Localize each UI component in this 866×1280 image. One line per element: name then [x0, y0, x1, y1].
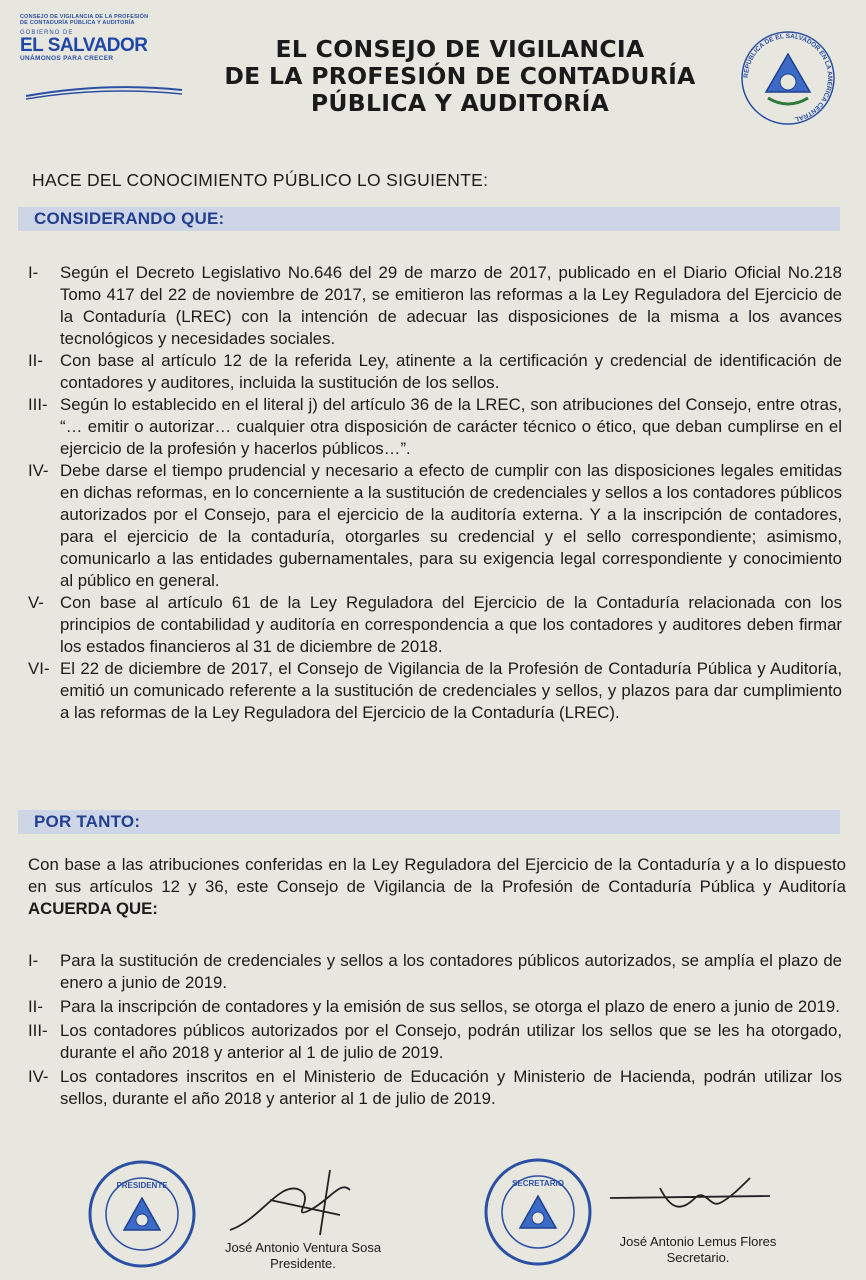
list-item — [28, 460, 842, 592]
item-number: II- — [28, 351, 43, 370]
secretary-seal-icon — [482, 1156, 594, 1268]
item-text: Los contadores públicos autorizados por el Consejo, podrán utilizar los sellos que se les ha otorgado, durante el año 2018 y anterior al 1 de julio de 2019. — [60, 1021, 842, 1062]
national-seal-icon — [738, 28, 838, 128]
title-line-1: EL CONSEJO DE VIGILANCIA — [275, 35, 645, 63]
item-number: I- — [28, 951, 39, 970]
list-item — [28, 394, 842, 460]
item-number: II- — [28, 997, 43, 1016]
list-item — [28, 996, 842, 1018]
list-item — [28, 262, 842, 350]
intro-text: HACE DEL CONOCIMIENTO PÚBLICO LO SIGUIENTE: — [32, 170, 489, 190]
paragraph-text: Con base a las atribuciones conferidas en la Ley Reguladora del Ejercicio de la Contaduría y a lo dispuesto en sus artículos 12 y 36, este Consejo de Vigilancia de la Profesión de Contaduría Pública y Auditoría — [28, 855, 846, 896]
logo-slogan: UNÁMONOS PARA CRECER — [20, 55, 114, 62]
item-number: IV- — [28, 461, 49, 480]
logo-line1: CONSEJO DE VIGILANCIA DE LA PROFESIÓN — [20, 14, 149, 20]
list-item — [28, 950, 842, 994]
item-text: Con base al artículo 61 de la Ley Reguladora del Ejercicio de la Contaduría relacionada con los principios de contabilidad y auditoría en correspondencia a que los contadores y auditores deben firmar los estados financieros al 31 de diciembre de 2018. — [60, 593, 842, 656]
secretary-signature-block — [582, 1234, 814, 1266]
title-line-2: DE LA PROFESIÓN DE CONTADURÍA — [224, 62, 696, 90]
item-text: Debe darse el tiempo prudencial y necesario a efecto de cumplir con las disposiciones legales emitidas en dichas reformas, en lo concerniente a la sustitución de credenciales y sellos a los contadores públicos autorizados por el Consejo, para el ejercicio de la auditoría externa. Y a la inscripción de contadores, para el ejercicio de la contaduría, otorgarles su credencial y el sello correspondiente; asimismo, comunicarlo a las entidades gubernamentales, para su exigencia legal correspondiente y conocimiento al público en general. — [60, 461, 842, 590]
president-signature-block — [200, 1240, 406, 1272]
item-number: I- — [28, 263, 39, 282]
item-text: Con base al artículo 12 de la referida Ley, atinente a la certificación y credencial de identificación de contadores y auditores, incluida la sustitución de los sellos. — [60, 351, 842, 392]
item-number: III- — [28, 1021, 48, 1040]
seal-text: REPÚBLICA DE EL SALVADOR EN LA AMÉRICA CENTRAL — [742, 32, 834, 123]
list-item — [28, 658, 842, 724]
consejo-logo — [20, 14, 200, 104]
section-band-considerando — [18, 207, 840, 231]
por-tanto-paragraph — [28, 854, 846, 920]
secretary-seal-label: SECRETARIO — [512, 1179, 564, 1188]
item-number: V- — [28, 593, 44, 612]
secretary-signature-icon — [600, 1168, 780, 1238]
item-number: VI- — [28, 659, 50, 678]
title-line-3: PÚBLICA Y AUDITORÍA — [310, 89, 610, 117]
por-tanto-heading: POR TANTO: — [34, 812, 141, 831]
secretary-name: José Antonio Lemus Flores — [619, 1234, 777, 1249]
president-seal-label: PRESIDENTE — [116, 1181, 168, 1190]
item-text: Según el Decreto Legislativo No.646 del 29 de marzo de 2017, publicado en el Diario Oficial No.218 Tomo 417 del 22 de noviembre de 2017, se emitieron las reformas a la Ley Reguladora del Ejercicio de la Contaduría (LREC) con la intención de adecuar las disposiciones de la misma a los avances tecnológicos y necesidades sociales. — [60, 263, 842, 348]
item-text: Para la inscripción de contadores y la emisión de sus sellos, se otorga el plazo de enero a junio de 2019. — [60, 997, 840, 1016]
list-item — [28, 350, 842, 394]
acuerda-list — [28, 950, 842, 1112]
logo-government: GOBIERNO DE — [20, 30, 74, 36]
logo-country: EL SALVADOR — [20, 35, 148, 56]
acuerda-label: ACUERDA QUE: — [28, 899, 158, 918]
item-text: El 22 de diciembre de 2017, el Consejo de Vigilancia de la Profesión de Contaduría Pública y Auditoría, emitió un comunicado referente a la sustitución de credenciales y sellos, y plazos para dar cumplimiento a las reformas de la Ley Reguladora del Ejercicio de la Contaduría (LREC). — [60, 659, 842, 722]
logo-swoosh-icon — [24, 84, 184, 100]
item-text: Para la sustitución de credenciales y sellos a los contadores públicos autorizados, se amplía el plazo de enero a junio de 2019. — [60, 951, 842, 992]
list-item — [28, 592, 842, 658]
item-number: IV- — [28, 1067, 49, 1086]
list-item — [28, 1020, 842, 1064]
president-role: Presidente. — [270, 1256, 336, 1271]
secretary-role: Secretario. — [666, 1250, 730, 1265]
president-name: José Antonio Ventura Sosa — [224, 1240, 382, 1255]
section-band-por-tanto — [18, 810, 840, 834]
president-signature-icon — [220, 1160, 380, 1240]
item-text: Según lo establecido en el literal j) del artículo 36 de la LREC, son atribuciones del Consejo, entre otras, “… emitir o autorizar… cualquier otra disposición de carácter técnico o ético, que deban cumplirse en el ejercicio de la profesión y hacerlos públicos…”. — [60, 395, 842, 458]
considerando-list — [28, 262, 842, 724]
list-item — [28, 1066, 842, 1110]
item-number: III- — [28, 395, 48, 414]
president-seal-icon — [86, 1158, 198, 1270]
considerando-heading: CONSIDERANDO QUE: — [34, 209, 225, 228]
page-title — [200, 36, 720, 117]
logo-line2: DE CONTADURÍA PÚBLICA Y AUDITORÍA — [20, 20, 135, 26]
item-text: Los contadores inscritos en el Ministerio de Educación y Ministerio de Hacienda, podrán utilizar los sellos, durante el año 2018 y anterior al 1 de julio de 2019. — [60, 1067, 842, 1108]
